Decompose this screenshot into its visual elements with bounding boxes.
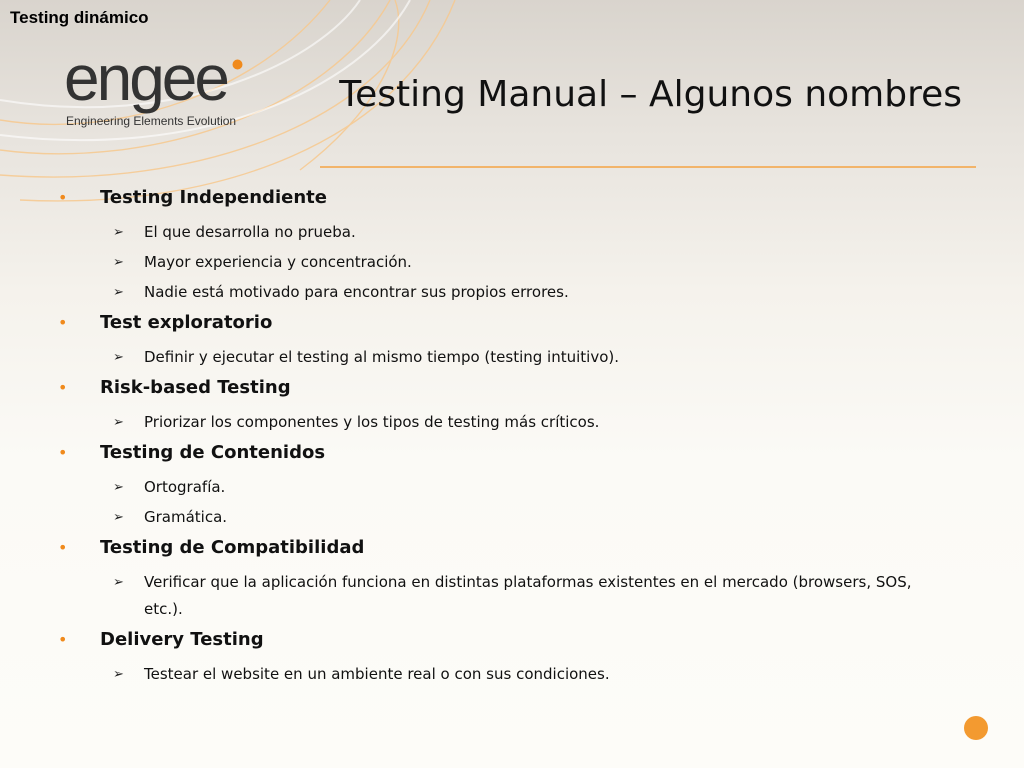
- arrowhead-bullet-icon: ➢: [113, 510, 124, 525]
- list-item-text: Mayor experiencia y concentración.: [144, 253, 412, 271]
- topic-label: Testing de Compatibilidad: [100, 537, 365, 558]
- bullet-icon: •: [58, 188, 68, 207]
- topic-heading: [58, 441, 958, 465]
- topic-group: [58, 376, 958, 436]
- list-item: [58, 219, 934, 246]
- topic-heading: [58, 186, 958, 210]
- bullet-list: [58, 186, 958, 693]
- bullet-icon: •: [58, 630, 68, 649]
- topic-group: [58, 311, 958, 371]
- topic-group: [58, 536, 958, 623]
- topic-heading: [58, 376, 958, 400]
- arrowhead-bullet-icon: ➢: [113, 575, 124, 590]
- engee-logo: [64, 42, 264, 136]
- topic-label: Delivery Testing: [100, 629, 264, 650]
- title-divider: [320, 166, 976, 168]
- arrowhead-bullet-icon: ➢: [113, 255, 124, 270]
- topic-heading: [58, 536, 958, 560]
- list-item: [58, 474, 934, 501]
- topic-heading: [58, 311, 958, 335]
- slide-title: Testing Manual – Algunos nombres: [339, 74, 962, 115]
- bullet-icon: •: [58, 443, 68, 462]
- topic-label: Risk-based Testing: [100, 377, 291, 398]
- list-item-text: El que desarrolla no prueba.: [144, 223, 356, 241]
- logo-dot-icon: [231, 58, 244, 71]
- list-item: [58, 661, 934, 688]
- list-item-text: Definir y ejecutar el testing al mismo tiempo (testing intuitivo).: [144, 348, 620, 366]
- list-item: [58, 279, 934, 306]
- list-item: [58, 504, 934, 531]
- bullet-icon: •: [58, 313, 68, 332]
- topic-label: Testing Independiente: [100, 187, 327, 208]
- list-item-text: Nadie está motivado para encontrar sus propios errores.: [144, 283, 569, 301]
- list-item-text: Testear el website en un ambiente real o con sus condiciones.: [144, 665, 610, 683]
- list-item-text: Priorizar los componentes y los tipos de testing más críticos.: [144, 413, 600, 431]
- topic-group: [58, 628, 958, 688]
- arrowhead-bullet-icon: ➢: [113, 415, 124, 430]
- arrowhead-bullet-icon: ➢: [113, 285, 124, 300]
- arrowhead-bullet-icon: ➢: [113, 480, 124, 495]
- list-item-text: Gramática.: [144, 508, 228, 526]
- topic-group: [58, 186, 958, 306]
- arrowhead-bullet-icon: ➢: [113, 350, 124, 365]
- list-item-text: Ortografía.: [144, 478, 226, 496]
- topic-group: [58, 441, 958, 531]
- logo-wordmark: engee: [64, 42, 227, 114]
- page-marker-dot: [964, 716, 988, 740]
- list-item: [58, 569, 934, 623]
- bullet-icon: •: [58, 378, 68, 397]
- list-item: [58, 344, 934, 371]
- topic-label: Testing de Contenidos: [100, 442, 326, 463]
- topic-label: Test exploratorio: [100, 312, 273, 333]
- bullet-icon: •: [58, 538, 68, 557]
- logo-tagline: Engineering Elements Evolution: [66, 114, 237, 128]
- list-item: [58, 409, 934, 436]
- section-label: Testing dinámico: [10, 8, 149, 27]
- arrowhead-bullet-icon: ➢: [113, 667, 124, 682]
- list-item: [58, 249, 934, 276]
- list-item-text: Verificar que la aplicación funciona en distintas plataformas existentes en el mercado (browsers, SOS, etc.).: [144, 573, 912, 618]
- topic-heading: [58, 628, 958, 652]
- arrowhead-bullet-icon: ➢: [113, 225, 124, 240]
